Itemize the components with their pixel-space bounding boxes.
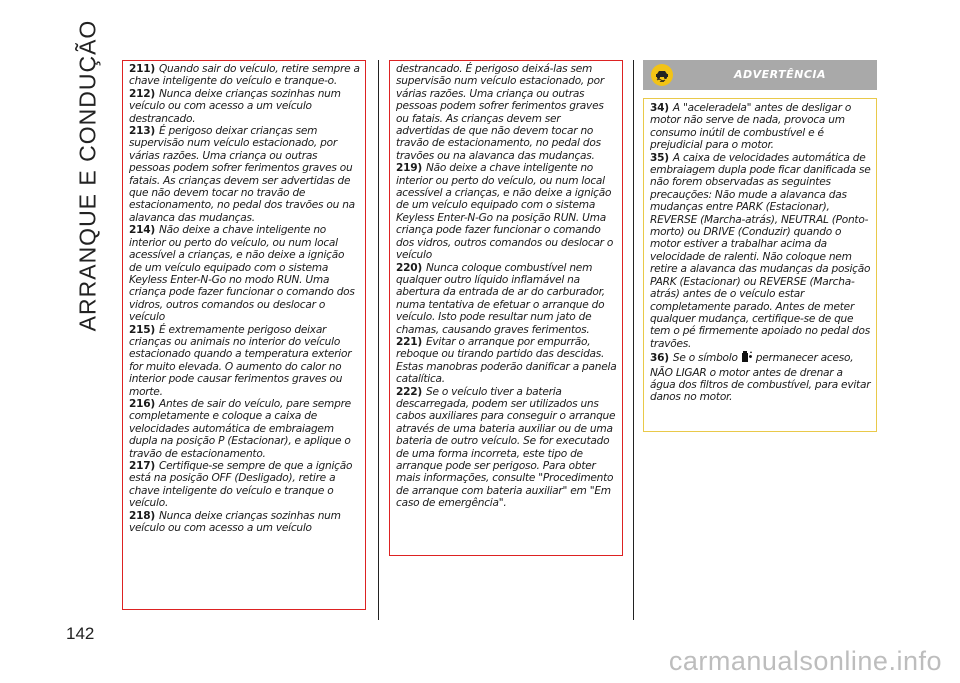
note-item — [396, 386, 617, 510]
note-item — [129, 88, 360, 125]
section-title-vertical — [66, 19, 110, 331]
note-text: destrancado. É perigoso deixá-las sem supervisão num veículo estacionado, por várias razões. Uma criança ou outras pessoas podem sofrer ferimentos graves ou fatais. As crianças devem ser advertidas de que não devem tocar no travão de estacionamento, no pedal dos travões ou na alavanca das mudanças. — [396, 63, 604, 162]
note-item — [396, 162, 617, 261]
note-number: 211) — [129, 63, 155, 75]
page-number: 142 — [66, 624, 95, 643]
warning-item: 36) Se o símbolo permanecer aceso, NÃO LIGAR o motor antes de drenar a água dos filtros de combustível, para evitar danos no motor. — [650, 352, 871, 404]
note-item — [129, 460, 360, 510]
note-item — [129, 224, 360, 323]
note-item — [129, 398, 360, 460]
notes-box-column-2 — [389, 60, 623, 556]
column-divider — [633, 60, 634, 620]
note-number: 221) — [396, 335, 422, 348]
note-text: Quando sair do veículo, retire sempre a chave inteligente do veículo e tranque-o. — [129, 63, 360, 88]
note-number: 219) — [396, 162, 422, 175]
note-number: 218) — [129, 509, 155, 522]
warning-box — [643, 98, 877, 432]
note-text: Não deixe a chave inteligente no interior ou perto do veículo, ou num local acessível a crianças, e não deixe a ignição de um veículo equipado com o sistema Keyless Enter-N-Go no modo RUN. Uma criança pode fazer funcionar o comando dos vidros, outros comandos ou deslocar o veículo — [129, 224, 355, 324]
note-number: 213) — [129, 125, 155, 138]
warning-title: ADVERTÊNCIA — [733, 68, 827, 81]
column-divider — [378, 60, 379, 620]
note-text: Nunca deixe crianças sozinhas num veículo ou com acesso a um veículo destrancado. — [129, 87, 341, 125]
note-number: 214) — [129, 224, 155, 237]
section-title: ARRANQUE E CONDUÇÃO — [74, 19, 101, 331]
warning-item: 35) A caixa de velocidades automática de embraiagem dupla pode ficar danificada se não forem observadas as seguintes precauções: Não mude a alavanca das mudanças entre PARK (Estacionar), REVERSE (Marcha-atrás), NEUTRAL (Ponto-morto) ou DRIVE (Conduzir) quando o motor estiver a trabalhar acima da velocidade de ralenti. Não coloque nem retire a alavanca das mudanças da posição PARK (Estacionar) ou REVERSE (Marcha-atrás) antes de o veículo estar completamente parado. Antes de meter qualquer mudança, certifique-se de que tem o pé firmemente apoiado no pedal dos travões. — [650, 151, 871, 350]
note-number: 215) — [129, 323, 155, 336]
note-item — [129, 510, 360, 535]
note-text: Se o veículo tiver a bateria descarregada, podem ser utilizados uns cabos auxiliares para conseguir o arranque através de uma bateria auxiliar ou de uma bateria de outro veículo. Se for executado de uma forma incorreta, este tipo de arranque pode ser perigoso. Para obter mais informações, consulte "Procedimento de arranque com bateria auxiliar" em "Em caso de emergência". — [396, 385, 616, 510]
note-text: Nunca deixe crianças sozinhas num veículo ou com acesso a um veículo — [129, 509, 341, 535]
fuel-filter-water-icon — [740, 350, 754, 366]
note-text: Nunca coloque combustível nem qualquer outro líquido inflamável na abertura da entrada de ar do carburador, numa tentativa de efetuar o arranque do veículo. Isto pode resultar num jato de chamas, causando graves ferimentos. — [396, 261, 605, 336]
note-text: Não deixe a chave inteligente no interior ou perto do veículo, ou num local acessível a crianças, e não deixe a ignição de um veículo equipado com o sistema Keyless Enter-N-Go na posição RUN. Uma criança pode fazer funcionar o comando dos vidros, outros comandos ou deslocar o veículo — [396, 162, 614, 262]
notes-list — [396, 63, 617, 510]
note-item — [396, 63, 617, 162]
watermark: carmanualsonline.info — [668, 646, 942, 676]
note-text: É perigoso deixar crianças sem supervisão num veículo estacionado, por várias razões. Uma criança ou outras pessoas podem sofrer ferimentos graves ou fatais. As crianças devem ser advertidas de que não devem tocar no travão de estacionamento, no pedal dos travões ou na alavanca das mudanças. — [129, 125, 355, 224]
car-skid-warning-icon — [651, 64, 673, 86]
note-text: Certifique-se sempre de que a ignição está na posição OFF (Desligado), retire a chave inteligente do veículo e tranque o veículo. — [129, 460, 353, 510]
note-item — [129, 125, 360, 224]
note-number: 220) — [396, 261, 422, 274]
note-item — [129, 324, 360, 398]
warning-header — [643, 60, 877, 90]
note-item — [396, 336, 617, 386]
notes-box-column-1 — [122, 60, 366, 610]
note-number: 212) — [129, 87, 155, 100]
note-text: É extremamente perigoso deixar crianças ou animais no interior do veículo estacionado quando a temperatura exterior for muito elevada. O aumento do calor no interior pode causar ferimentos graves ou morte. — [129, 323, 352, 398]
note-text: Evitar o arranque por empurrão, reboque ou tirando partido das descidas. Estas manobras poderão danificar a panela catalítica. — [396, 335, 617, 386]
warning-item: 34) A "aceleradela" antes de desligar o motor não serve de nada, provoca um consumo inútil de combustível e é prejudicial para o motor. — [650, 102, 852, 152]
note-item — [396, 262, 617, 336]
note-number: 222) — [396, 385, 422, 398]
note-number: 217) — [129, 460, 155, 472]
note-text: Antes de sair do veículo, pare sempre completamente e coloque a caixa de velocidades automática de embraiagem dupla na posição P (Estacionar), e aplique o travão de estacionamento. — [129, 397, 351, 460]
note-item — [129, 63, 360, 88]
notes-list — [129, 63, 360, 534]
note-number: 216) — [129, 397, 155, 410]
